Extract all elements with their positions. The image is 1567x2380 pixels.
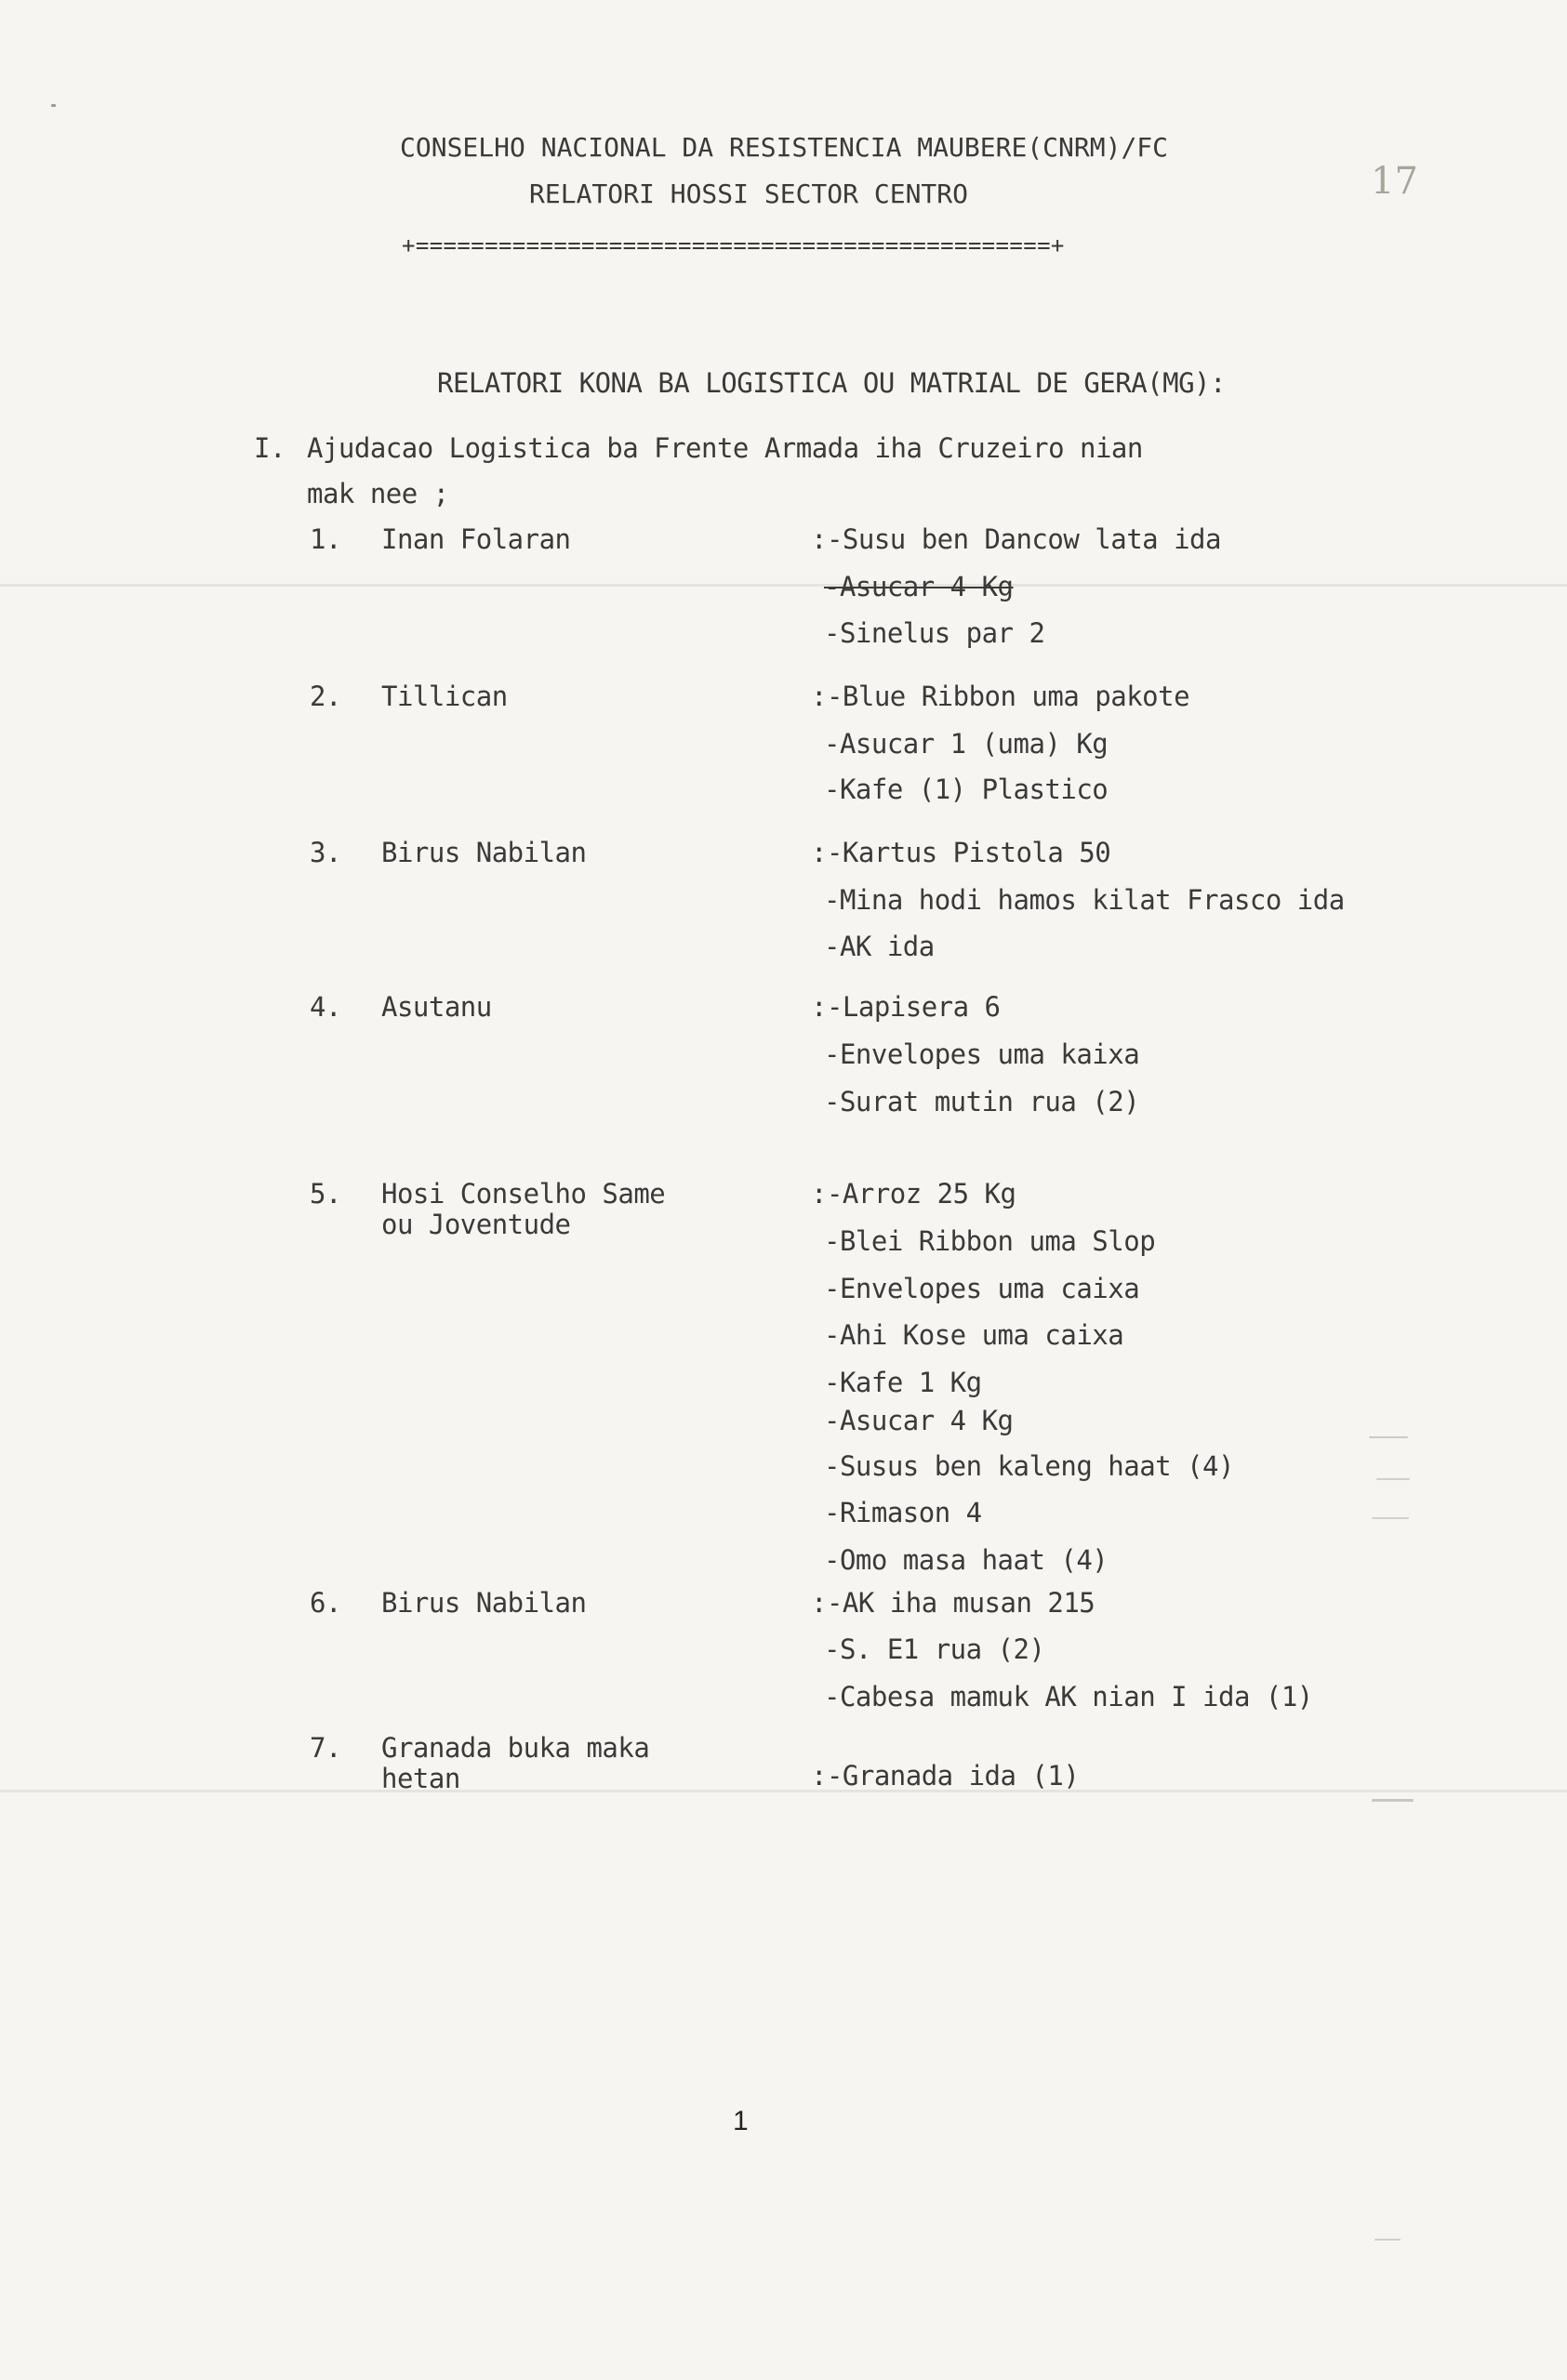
entry-item: -Ahi Kose uma caixa	[824, 1319, 1124, 1351]
entry-source-name: ou Joventude	[381, 1209, 571, 1240]
entry-item: -AK ida	[824, 931, 935, 962]
entry-number: 2.	[310, 681, 341, 712]
entry-item: -Asucar 4 Kg	[824, 1405, 1014, 1436]
entry-source-name: Tillican	[381, 681, 508, 712]
entry-item: -Surat mutin rua (2)	[824, 1086, 1140, 1117]
entry-item: :-AK iha musan 215	[811, 1587, 1096, 1619]
paper-fold-line	[0, 584, 1567, 587]
entry-item: -Rimason 4	[824, 1497, 982, 1528]
entry-item: :-Blue Ribbon uma pakote	[811, 681, 1190, 712]
report-header: RELATORI HOSSI SECTOR CENTRO	[529, 178, 969, 209]
entry-number: 3.	[310, 837, 341, 868]
paper-speck	[1372, 1517, 1409, 1519]
entry-item: -Blei Ribbon uma Slop	[824, 1225, 1156, 1257]
paper-speck	[1376, 1478, 1410, 1480]
entry-item: -S. E1 rua (2)	[824, 1633, 1045, 1665]
entry-number: 1.	[310, 523, 341, 555]
entry-item: -Susus ben kaleng haat (4)	[824, 1450, 1234, 1482]
paper-speck	[1369, 1436, 1408, 1438]
entry-number: 6.	[310, 1587, 341, 1619]
entry-item: -Asucar 4 Kg	[824, 571, 1014, 602]
entry-number: 4.	[310, 991, 341, 1023]
entry-source-name: hetan	[381, 1763, 460, 1794]
entry-item: -Envelopes uma kaixa	[824, 1038, 1140, 1070]
entry-item: -Envelopes uma caixa	[824, 1273, 1140, 1304]
paper-speck	[1374, 2239, 1401, 2241]
entry-number: 7.	[310, 1732, 341, 1764]
header-divider: +==============================================+	[402, 232, 1065, 258]
entry-source-name: Hosi Conselho Same	[381, 1178, 666, 1210]
paper-speck	[1372, 1799, 1414, 1802]
entry-item: -Cabesa mamuk AK nian I ida (1)	[824, 1681, 1313, 1712]
section-intro-line: Ajudacao Logistica ba Frente Armada iha Cruzeiro nian	[307, 432, 1143, 464]
handwritten-annotation: 17	[1371, 160, 1418, 203]
entry-source-name: Birus Nabilan	[381, 1587, 587, 1619]
entry-item: :-Arroz 25 Kg	[811, 1178, 1016, 1210]
section-intro-line: mak nee ;	[307, 478, 449, 509]
entry-item: :-Lapisera 6	[811, 991, 1001, 1023]
entry-item: :-Susu ben Dancow lata ida	[811, 523, 1221, 555]
entry-item: -Omo masa haat (4)	[824, 1544, 1109, 1576]
entry-item: :-Kartus Pistola 50	[811, 837, 1111, 868]
entry-source-name: Asutanu	[381, 991, 492, 1023]
section-title: RELATORI KONA BA LOGISTICA OU MATRIAL DE GERA(MG):	[437, 367, 1226, 399]
paper-fold-line	[0, 1790, 1567, 1792]
paper-speck	[51, 104, 56, 107]
org-header: CONSELHO NACIONAL DA RESISTENCIA MAUBERE(CNRM)/FC	[400, 132, 1169, 163]
entry-source-name: Granada buka maka	[381, 1732, 650, 1764]
entry-source-name: Inan Folaran	[381, 523, 571, 555]
entry-item: -Kafe (1) Plastico	[824, 774, 1109, 805]
entry-item: -Kafe 1 Kg	[824, 1367, 982, 1398]
entry-source-name: Birus Nabilan	[381, 837, 587, 868]
entry-item: -Mina hodi hamos kilat Frasco ida	[824, 884, 1345, 916]
entry-item: -Sinelus par 2	[824, 617, 1045, 649]
entry-number: 5.	[310, 1178, 341, 1210]
entry-item: :-Granada ida (1)	[811, 1760, 1080, 1792]
page-number: 1	[733, 2106, 749, 2136]
entry-item: -Asucar 1 (uma) Kg	[824, 728, 1109, 760]
section-roman-numeral: I.	[254, 432, 286, 464]
